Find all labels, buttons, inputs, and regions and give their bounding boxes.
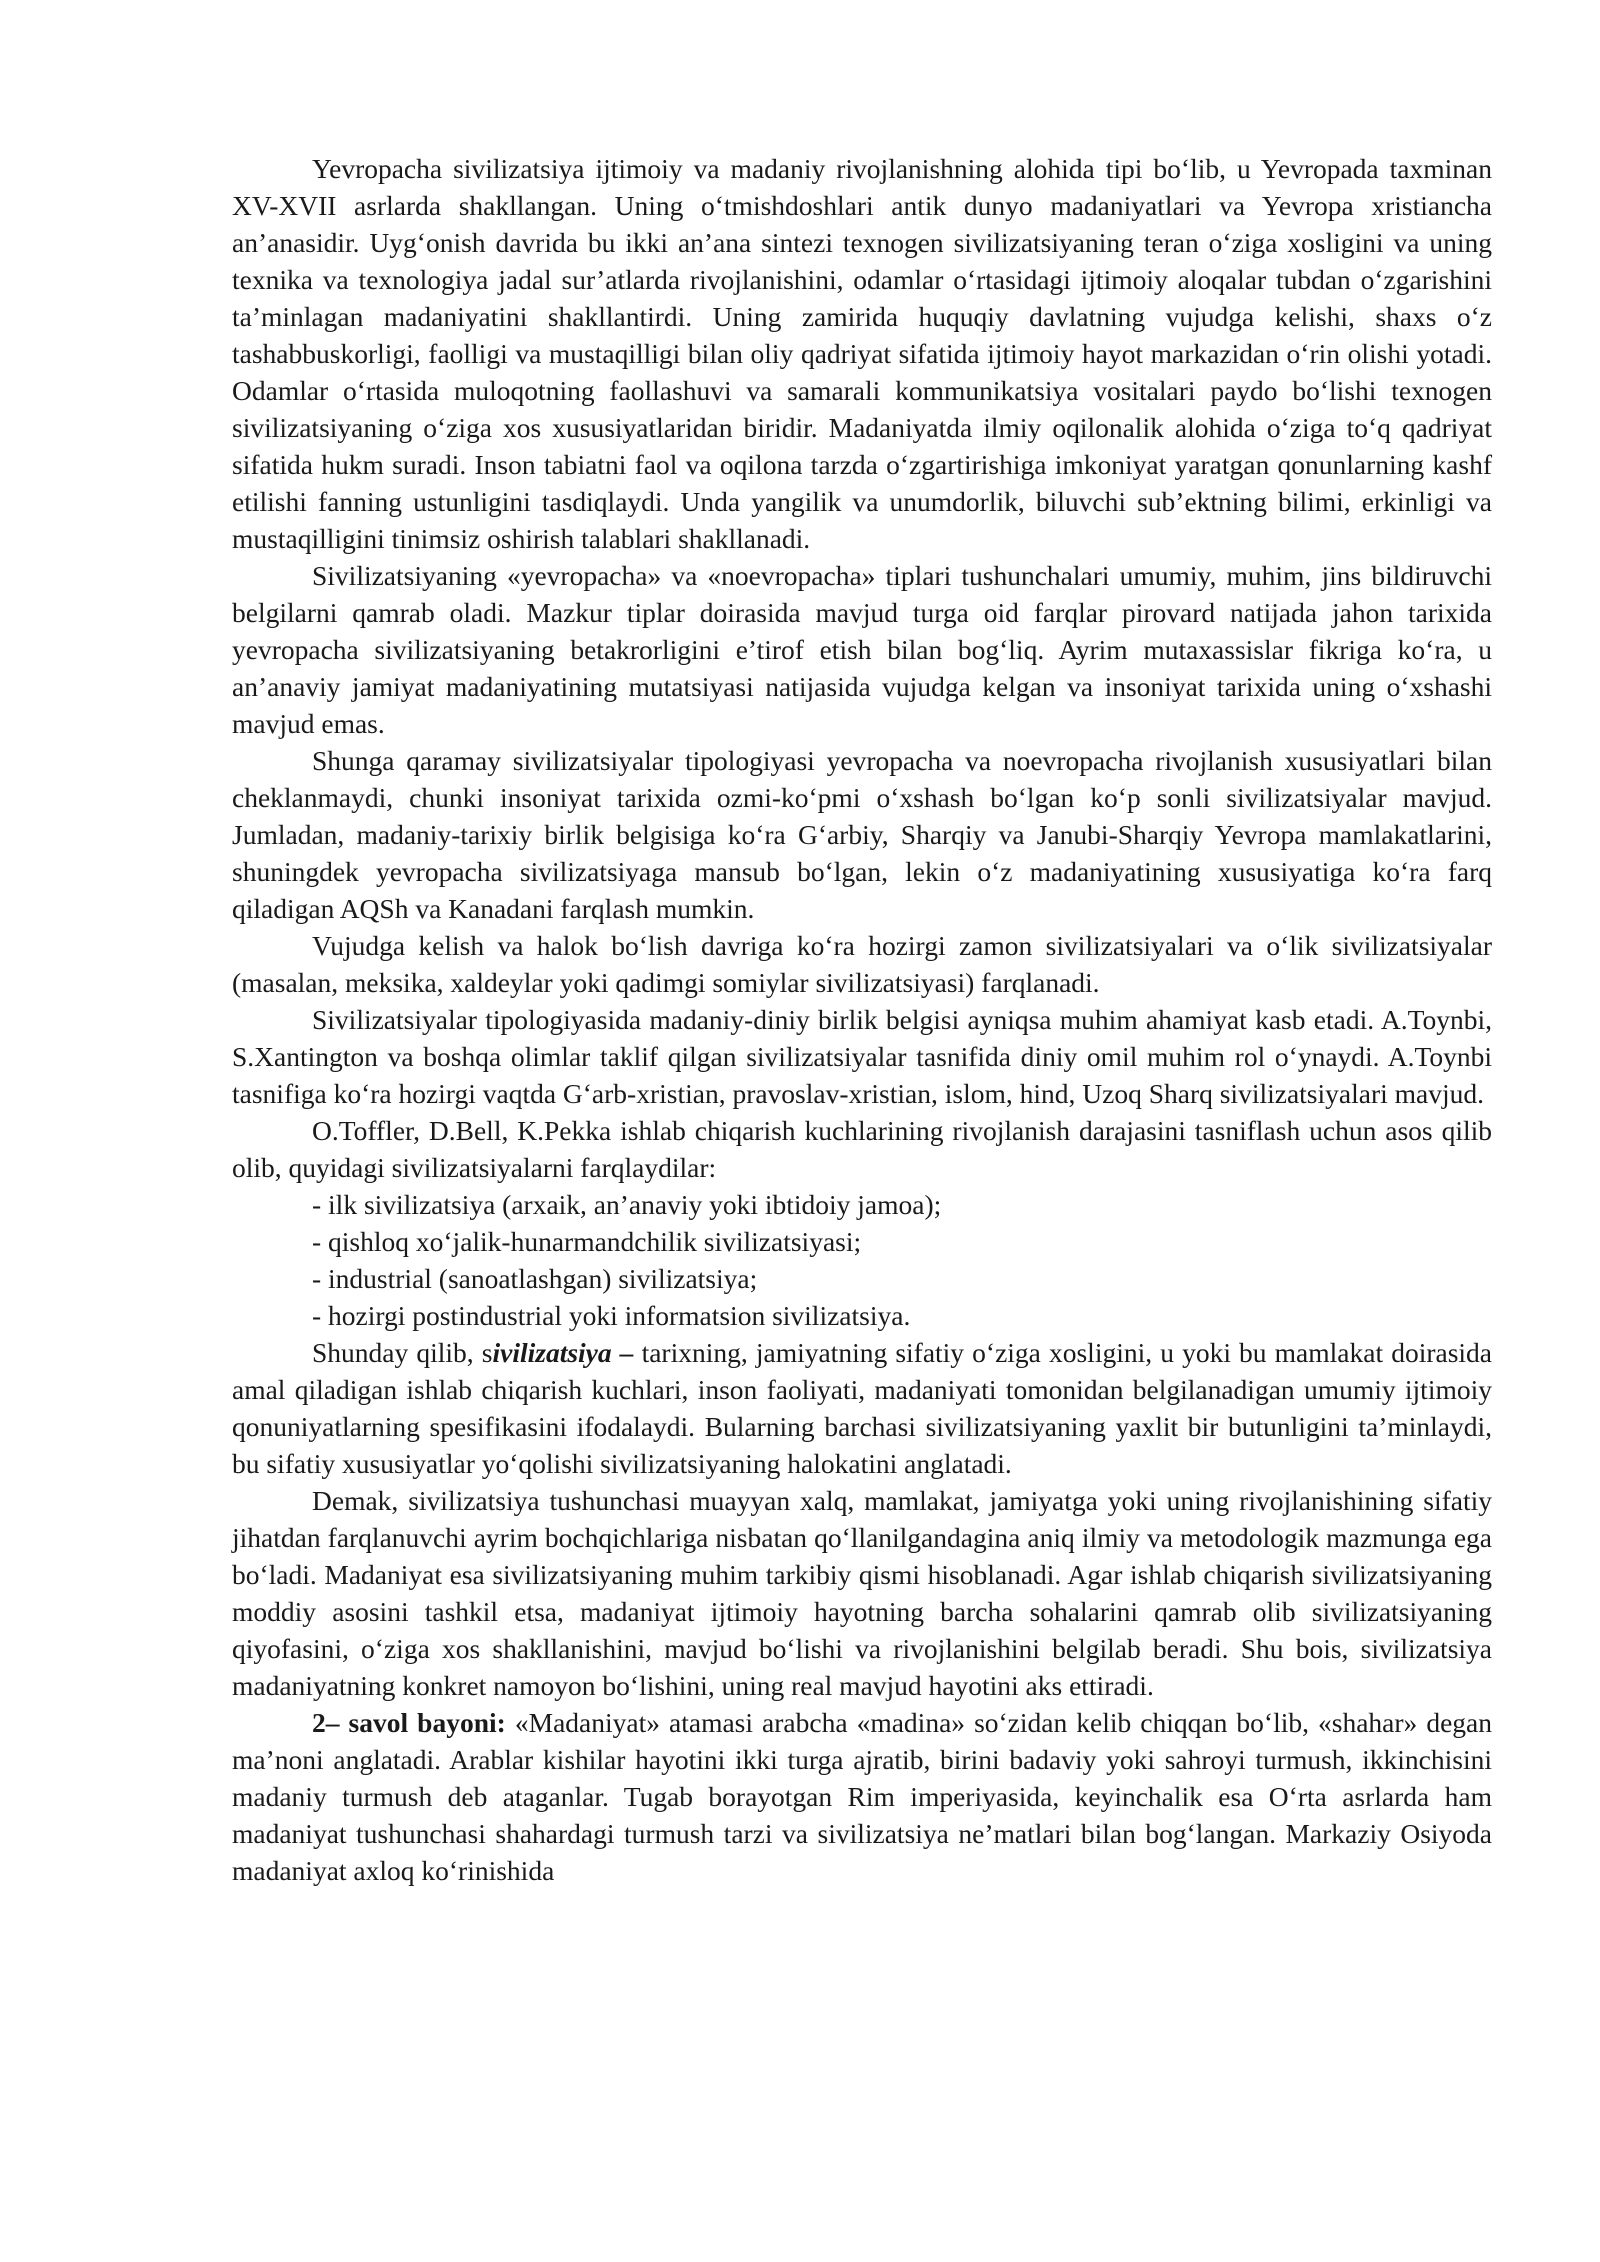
paragraph-typology: Shunga qaramay sivilizatsiyalar tipologiyasi yevropacha va noevropacha rivojlanish xususiyatlari bilan cheklanmaydi, chunki insoniyat tarixida ozmi-ko‘pmi o‘xshash bo‘lgan ko‘p sonli sivilizatsiyalar mavjud. Jumladan, madaniy-tarixiy birlik belgisiga ko‘ra G‘arbiy, Sharqiy va Janubi-Sharqiy Yevropa mamlakatlarini, shuningdek yevropacha sivilizatsiyaga mansub bo‘lgan, lekin o‘z madaniyatining xususiyatiga ko‘ra farq qiladigan AQSh va Kanadani farqlash mumkin. [232, 745, 1492, 924]
paragraph-civilization-types: Sivilizatsiyaning «yevropacha» va «noevropacha» tiplari tushunchalari umumiy, muhim, jins bildiruvchi belgilarni qamrab oladi. Mazkur tiplar doirasida mavjud turga oid farqlar pirovard natijada jahon tarixida yevropacha sivilizatsiyaning betakrorligini e’tirof etish bilan bog‘liq. Ayrim mutaxassislar fikriga ko‘ra, u an’anaviy jamiyat madaniyatining mutatsiyasi natijasida vujudga kelgan va insoniyat tarixida uning o‘xshashi mavjud emas. [232, 560, 1492, 739]
definition-lead: Shunday qilib, s [312, 1337, 493, 1368]
definition-term: ivilizatsiya – [492, 1337, 634, 1368]
paragraph-european-civilization: Yevropacha sivilizatsiya ijtimoiy va madaniy rivojlanishning alohida tipi bo‘lib, u Yevropada taxminan XV-XVII asrlarda shakllangan. Uning o‘tmishdoshlari antik dunyo madaniyatlari va Yevropa xristiancha an’anasidir. Uyg‘onish davrida bu ikki an’ana sintezi texnogen sivilizatsiyaning teran o‘ziga xosligini va uning texnika va texnologiya jadal sur’atlarda rivojlanishini, odamlar o‘rtasidagi ijtimoiy aloqalar tubdan o‘zgarishini ta’minlagan madaniyatini shakllantirdi. Uning zamirida huquqiy davlatning vujudga kelishi, shaxs o‘z tashabbuskorligi, faolligi va mustaqilligi bilan oliy qadriyat sifatida ijtimoiy hayot markazidan o‘rin olishi yotadi. Odamlar o‘rtasida muloqotning faollashuvi va samarali kommunikatsiya vositalari paydo bo‘lishi texnogen sivilizatsiyaning o‘ziga xos xususiyatlaridan biridir. Madaniyatda ilmiy oqilonalik alohida o‘ziga to‘q qadriyat sifatida hukm suradi. Inson tabiatni faol va oqilona tarzda o‘zgartirishiga imkoniyat yaratgan qonunlarning kashf etilishi fanning ustunligini tasdiqlaydi. Unda yangilik va unumdorlik, biluvchi sub’ektning bilimi, erkinligi va mustaqilligini tinimsiz oshirish talablari shakllanadi. [232, 153, 1492, 554]
question-2-text: «Madaniyat» atamasi arabcha «madina» so‘zidan kelib chiqqan bo‘lib, «shahar» degan ma’noni anglatadi. Arablar kishilar hayotini ikki turga ajratib, birini badaviy yoki sahroyi turmush, ikkinchisini madaniy turmush deb ataganlar. Tugab borayotgan Rim imperiyasida, keyinchalik esa O‘rta asrlarda ham madaniyat tushunchasi shahardagi turmush tarzi va sivilizatsiya ne’matlari bilan bog‘langan. Markaziy Osiyoda madaniyat axloq ko‘rinishida [232, 1707, 1492, 1886]
civilization-list [232, 1186, 1492, 1334]
list-item: - industrial (sanoatlashgan) sivilizatsiya; [312, 1263, 758, 1294]
question-2-heading: 2– savol bayoni: [312, 1707, 506, 1738]
paragraph-dead-civilizations: Vujudga kelish va halok bo‘lish davriga ko‘ra hozirgi zamon sivilizatsiyalari va o‘lik sivilizatsiyalar (masalan, meksika, xaldeylar yoki qadimgi somiylar sivilizatsiyasi) farqlanadi. [232, 930, 1492, 998]
paragraph-toffler-classification: O.Toffler, D.Bell, K.Pekka ishlab chiqarish kuchlarining rivojlanish darajasini tasniflash uchun asos qilib olib, quyidagi sivilizatsiyalarni farqlaydilar: [232, 1115, 1492, 1183]
document-page [232, 150, 1492, 1889]
paragraph-conclusion: Demak, sivilizatsiya tushunchasi muayyan xalq, mamlakat, jamiyatga yoki uning rivojlanishining sifatiy jihatdan farqlanuvchi ayrim bochqichlariga nisbatan qo‘llanilgandagina aniq ilmiy va metodologik mazmunga ega bo‘ladi. Madaniyat esa sivilizatsiyaning muhim tarkibiy qismi hisoblanadi. Agar ishlab chiqarish sivilizatsiyaning moddiy asosini tashkil etsa, madaniyat ijtimoiy hayotning barcha sohalarini qamrab olib sivilizatsiyaning qiyofasini, o‘ziga xos shakllanishini, mavjud bo‘lishi va rivojlanishini belgilab beradi. Shu bois, sivilizatsiya madaniyatning konkret namoyon bo‘lishini, uning real mavjud hayotini aks ettiradi. [232, 1485, 1492, 1701]
paragraph-religious-unity: Sivilizatsiyalar tipologiyasida madaniy-diniy birlik belgisi ayniqsa muhim ahamiyat kasb etadi. A.Toynbi, S.Xantington va boshqa olimlar taklif qilgan sivilizatsiyalar tasnifida diniy omil muhim rol o‘ynaydi. A.Toynbi tasnifiga ko‘ra hozirgi vaqtda G‘arb-xristian, pravoslav-xristian, islom, hind, Uzoq Sharq sivilizatsiyalari mavjud. [232, 1004, 1492, 1109]
list-item: - ilk sivilizatsiya (arxaik, an’anaviy yoki ibtidoiy jamoa); [312, 1189, 942, 1220]
paragraph-definition [232, 1334, 1492, 1482]
paragraph-question-2 [232, 1704, 1492, 1889]
list-item: - hozirgi postindustrial yoki informatsion sivilizatsiya. [312, 1300, 911, 1331]
list-item: - qishloq xo‘jalik-hunarmandchilik sivilizatsiyasi; [312, 1226, 862, 1257]
definition-body: tarixning, jamiyatning sifatiy o‘ziga xosligini, u yoki bu mamlakat doirasida amal qiladigan ishlab chiqarish kuchlari, inson faoliyati, madaniyati tomonidan belgilanadigan umumiy ijtimoiy qonuniyatlarning spesifikasini ifodalaydi. Bularning barchasi sivilizatsiyaning yaxlit bir butunligini ta’minlaydi, bu sifatiy xususiyatlar yo‘qolishi sivilizatsiyaning halokatini anglatadi. [232, 1337, 1492, 1479]
